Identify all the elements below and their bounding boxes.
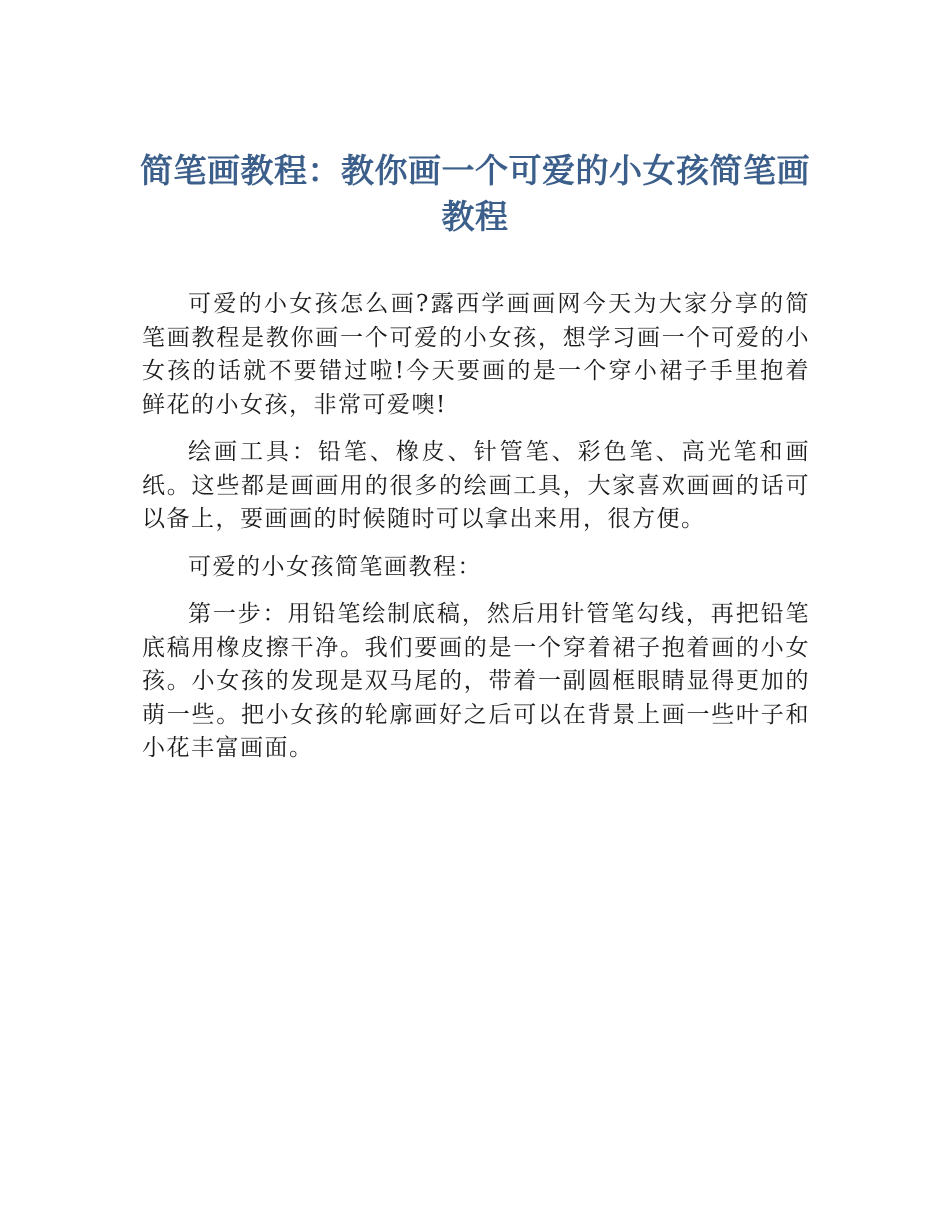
paragraph-tools: 绘画工具：铅笔、橡皮、针管笔、彩色笔、高光笔和画纸。这些都是画画用的很多的绘画工具，大家喜欢画画的话可以备上，要画画的时候随时可以拿出来用，很方便。 bbox=[142, 439, 810, 532]
paragraph-tutorial-heading: 可爱的小女孩简笔画教程： bbox=[188, 553, 482, 580]
paragraph-intro: 可爱的小女孩怎么画?露西学画画网今天为大家分享的简笔画教程是教你画一个可爱的小女孩，想学习画一个可爱的小女孩的话就不要错过啦!今天要画的是一个穿小裙子手里抱着鲜花的小女孩，非常可爱噢! bbox=[142, 291, 810, 418]
paragraph-step-one: 第一步：用铅笔绘制底稿，然后用针管笔勾线，再把铅笔底稿用橡皮擦干净。我们要画的是一个穿着裙子抱着画的小女孩。小女孩的发现是双马尾的，带着一副圆框眼睛显得更加的萌一些。把小女孩的轮廓画好之后可以在背景上画一些叶子和小花丰富画面。 bbox=[142, 601, 810, 761]
document-title: 简笔画教程：教你画一个可爱的小女孩简笔画教程 bbox=[140, 151, 810, 236]
document-body bbox=[142, 288, 810, 780]
